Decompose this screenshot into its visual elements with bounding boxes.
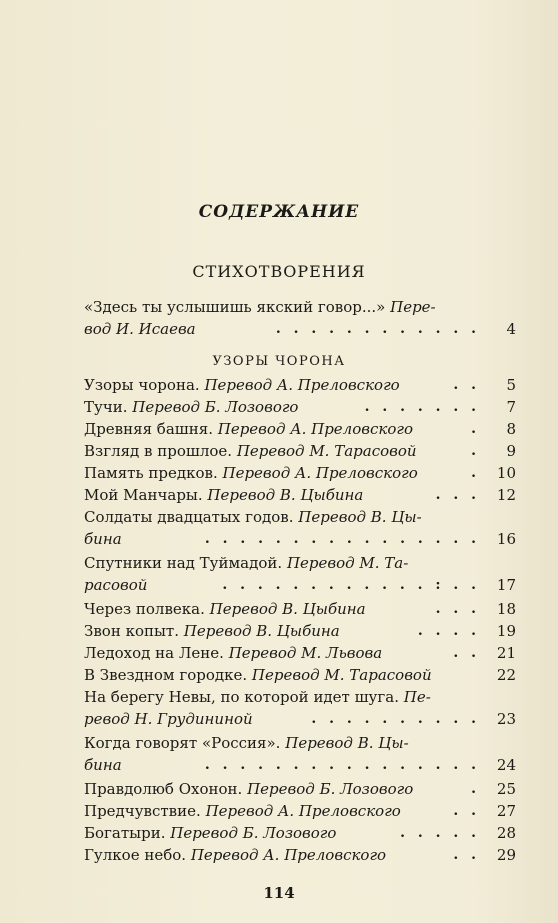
entry-title: Богатыри.	[84, 824, 166, 842]
leader-dots: . . . . . . . . . . . . . . . .	[204, 531, 480, 547]
entry-translator: Перевод В. Цыбина	[183, 622, 340, 640]
leader-dots: . .	[453, 803, 480, 819]
entry-translator: Пе-	[403, 688, 431, 706]
entry-title: Узоры чорона.	[84, 376, 200, 394]
leader-dots: .	[471, 443, 480, 459]
leader-dots: . . . . . . .	[364, 399, 480, 415]
toc-entry-line	[84, 296, 516, 318]
entry-title: Правдолюб Охонон.	[84, 780, 243, 798]
leader-dots: . .	[453, 847, 480, 863]
entry-translator: Перевод В. Цы-	[285, 734, 409, 752]
page-number: 19	[496, 622, 516, 640]
entry-translator: Перевод В. Цы-	[298, 508, 422, 526]
page-number: 5	[506, 376, 516, 394]
leader-dots: . .	[453, 377, 480, 393]
entry-title: Когда говорят «Россия».	[84, 734, 281, 752]
entry-translator: Перевод А. Преловского	[217, 420, 413, 438]
page-number: 18	[496, 600, 516, 618]
entry-translator: Перевод А. Преловского	[190, 846, 387, 864]
toc-entry[interactable]	[84, 800, 516, 822]
leader-dots: . . .	[435, 487, 480, 503]
entry-title: Мой Манчары.	[84, 486, 203, 504]
toc-entry[interactable]	[84, 462, 516, 484]
toc-entry[interactable]	[84, 778, 516, 800]
page-number: 4	[506, 320, 516, 338]
entry-translator: Перевод В. Цыбина	[209, 600, 366, 618]
page-folio: 114	[263, 884, 295, 902]
toc-entry[interactable]	[84, 642, 516, 664]
entry-translator: Перевод Б. Лозового	[132, 398, 299, 416]
page-number: 27	[496, 802, 516, 820]
entry-translator: расовой	[84, 576, 148, 594]
entry-title: Спутники над Туймадой.	[84, 554, 283, 572]
entry-translator: Перевод М. Тарасовой	[236, 442, 417, 460]
leader-dots: . . . . . . . . . . . . . . . .	[204, 757, 480, 773]
entry-translator: Перевод М. Тарасовой	[251, 666, 432, 684]
page-number: 24	[496, 756, 516, 774]
entry-translator: Перевод М. Та-	[286, 554, 409, 572]
entry-translator: бина	[84, 756, 122, 774]
entry-translator: Перевод Б. Лозового	[170, 824, 337, 842]
leader-dots: . . . . . . . . . . . . : . .	[222, 577, 480, 593]
toc-entry[interactable]	[84, 506, 516, 550]
page-number: 7	[506, 398, 516, 416]
toc-entry[interactable]	[84, 418, 516, 440]
entry-translator: Перевод М. Львова	[228, 644, 383, 662]
leader-dots: . . . .	[417, 623, 480, 639]
leader-dots: . . . . .	[400, 825, 480, 841]
entry-title: Звон копыт.	[84, 622, 179, 640]
entry-translator: Пере-	[390, 298, 436, 316]
leader-dots: . . . . . . . . . .	[311, 711, 480, 727]
toc-entry[interactable]	[84, 484, 516, 506]
page-number: 17	[496, 576, 516, 594]
leader-dots: .	[471, 465, 480, 481]
entry-title: Тучи.	[84, 398, 128, 416]
entry-translator: Перевод А. Преловского	[222, 464, 418, 482]
page-number: 23	[496, 710, 516, 728]
entry-title: На берегу Невы, по которой идет шуга.	[84, 688, 399, 706]
toc-entry[interactable]	[84, 822, 516, 844]
toc-entry[interactable]	[84, 396, 516, 418]
toc-entry[interactable]	[84, 844, 516, 866]
entry-title: Древняя башня.	[84, 420, 213, 438]
page-number: 28	[496, 824, 516, 842]
page-number: 10	[496, 464, 516, 482]
page-number: 22	[496, 666, 516, 684]
leader-dots: . .	[453, 645, 480, 661]
entry-translator: Перевод Б. Лозового	[247, 780, 414, 798]
subsection-title: УЗОРЫ ЧОРОНА	[212, 354, 346, 369]
entry-translator: Перевод А. Преловского	[204, 376, 400, 394]
leader-dots: .	[471, 421, 480, 437]
entry-title: Предчувствие.	[84, 802, 201, 820]
section-title: СТИХОТВОРЕНИЯ	[192, 262, 366, 281]
entry-title: Через полвека.	[84, 600, 205, 618]
toc-entry[interactable]	[84, 552, 516, 596]
toc-entry[interactable]	[84, 440, 516, 462]
entry-translator: бина	[84, 530, 122, 548]
toc-entry[interactable]	[84, 664, 516, 686]
page-number: 12	[496, 486, 516, 504]
page-number: 8	[506, 420, 516, 438]
leader-dots: . . .	[435, 601, 480, 617]
toc-entry[interactable]	[84, 296, 516, 340]
entry-translator: Перевод А. Преловского	[205, 802, 401, 820]
toc-entry[interactable]	[84, 686, 516, 730]
entry-translator: вод И. Исаева	[84, 320, 196, 338]
page-number: 16	[496, 530, 516, 548]
contents-heading: СОДЕРЖАНИЕ	[198, 202, 360, 222]
entry-title: Гулкое небо.	[84, 846, 187, 864]
entry-title: «Здесь ты услышишь якский говор...»	[84, 298, 386, 316]
entry-title: В Звездном городке.	[84, 666, 248, 684]
page-number: 9	[506, 442, 516, 460]
entry-translator: Перевод В. Цыбина	[207, 486, 364, 504]
entry-title: Взгляд в прошлое.	[84, 442, 233, 460]
toc-entry[interactable]	[84, 374, 516, 396]
toc-entry[interactable]	[84, 620, 516, 642]
leader-dots: . . . . . . . . . . . .	[275, 321, 480, 337]
entry-title: Ледоход на Лене.	[84, 644, 224, 662]
page-number: 29	[496, 846, 516, 864]
entry-title: Солдаты двадцатых годов.	[84, 508, 294, 526]
toc-entry[interactable]	[84, 732, 516, 776]
entry-translator: ревод Н. Грудининой	[84, 710, 253, 728]
entry-title: Память предков.	[84, 464, 218, 482]
leader-dots: .	[471, 781, 480, 797]
page-number: 21	[496, 644, 516, 662]
toc-entry-line	[84, 318, 516, 340]
page-number: 25	[496, 780, 516, 798]
toc-entry[interactable]	[84, 598, 516, 620]
